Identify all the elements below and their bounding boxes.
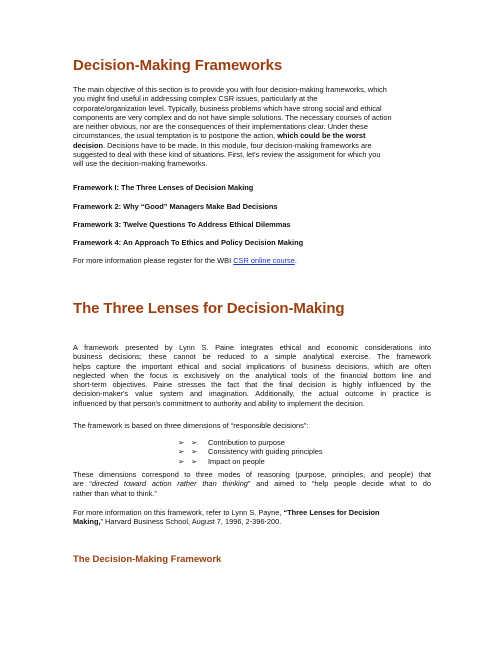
lenses-line: short-term objectives. Paine stresses the fact that the final decision is highly influenced by the [73, 380, 431, 390]
lenses-line: neglected when the focus is exclusively on the analytical tools of the financial bottom line and [73, 370, 431, 380]
intro-line: you might find useful in addressing complex CSR issues, particularly at the [73, 94, 318, 104]
reference-title: Making, [73, 517, 101, 527]
intro-emphasis: which could be the worst [277, 131, 366, 141]
list-item [178, 438, 323, 447]
intro-paragraph [73, 85, 431, 169]
modes-text: ” and aimed to “help people decide what to do [247, 479, 432, 489]
dimensions-list [178, 438, 323, 466]
list-item-label: Contribution to purpose [208, 438, 285, 447]
intro-line: components are very complex and do not have simple solutions. The necessary courses of action [73, 112, 392, 122]
framework-4-title: Framework 4: An Approach To Ethics and Policy Decision Making [73, 238, 304, 247]
intro-emphasis: decision [73, 140, 103, 150]
lenses-line: influenced by that person's commitment to authority and ability to implement the decision. [73, 398, 365, 408]
intro-line [73, 131, 431, 140]
arrow-bullet-icon: ➢ [178, 447, 185, 457]
reference-line [73, 517, 431, 526]
intro-line: suggested to deal with these kind of situations. First, let's review the assignment for which you [73, 150, 381, 160]
list-item [178, 457, 323, 466]
reference-paragraph [73, 508, 431, 527]
intro-line: corporate/organization level. Typically, business problems which have strong social and ethical [73, 103, 382, 113]
framework-2-title: Framework 2: Why “Good” Managers Make Bad Decisions [73, 202, 278, 211]
reference-text: For more information on this framework, refer to Lynn S. Payne, [73, 508, 284, 517]
framework-3-title: Framework 3: Twelve Questions To Address Ethical Dilemmas [73, 220, 291, 229]
list-item [178, 447, 323, 456]
arrow-bullet-icon: ➢ [191, 456, 198, 466]
arrow-bullet-icon: ➢ [178, 438, 185, 447]
modes-text: are “ [73, 479, 92, 489]
list-item-label: Consistency with guiding principles [208, 447, 323, 457]
lenses-line: helps capture the important ethical and social implications of business decisions, which are often [73, 361, 431, 371]
list-item-label: Impact on people [208, 456, 265, 466]
intro-text: . Decisions have to be made. In this module, four decision-making frameworks are [102, 140, 372, 150]
more-info-end: . [294, 256, 297, 265]
page-title: Decision-Making Frameworks [73, 57, 283, 74]
intro-line: The main objective of this section is to provide you with four decision-making frameworks, which [73, 85, 387, 94]
subsection-heading: The Decision-Making Framework [73, 554, 222, 565]
more-info-text: For more information please register for the WBI [73, 256, 234, 265]
modes-line [73, 479, 431, 488]
intro-line: will use the decision-making frameworks. [73, 159, 208, 169]
arrow-bullet-icon: ➢ [191, 438, 198, 447]
reference-text: ” Harvard Business School, August 7, 1996, 2-396-200. [100, 517, 282, 527]
more-info-line [73, 256, 431, 265]
csr-course-link[interactable]: CSR online course [233, 256, 295, 265]
lenses-paragraph [73, 343, 431, 408]
arrow-bullet-icon: ➢ [178, 456, 185, 466]
framework-1-title: Framework I: The Three Lenses of Decision Making [73, 183, 254, 192]
modes-line: These dimensions correspond to three modes of reasoning (purpose, principles, and people) that [73, 470, 431, 479]
modes-line: rather than what to think.” [73, 488, 157, 498]
intro-line [73, 141, 431, 150]
modes-quote: directed toward action rather than thinking [91, 479, 248, 489]
lenses-line: A framework presented by Lynn S. Paine integrates ethical and economic considerations into [73, 343, 431, 352]
modes-paragraph [73, 470, 431, 498]
reference-line [73, 508, 431, 517]
dimensions-intro: The framework is based on three dimensions of “responsible decisions”: [73, 421, 309, 430]
lenses-line: business decisions; these cannot be reduced to a simple analytical exercise. The framework [73, 352, 431, 362]
intro-text: circumstances, the usual temptation is to postpone the action, [73, 131, 278, 141]
intro-line: are neither obvious, nor are the consequences of their implementations clear. Under these [73, 122, 368, 132]
lenses-line: decision-maker's value system and imagination. Additionally, the actual outcome in practice is [73, 389, 431, 399]
section-heading: The Three Lenses for Decision-Making [73, 300, 345, 317]
reference-title: “Three Lenses for Decision [283, 508, 380, 517]
arrow-bullet-icon: ➢ [191, 447, 198, 457]
